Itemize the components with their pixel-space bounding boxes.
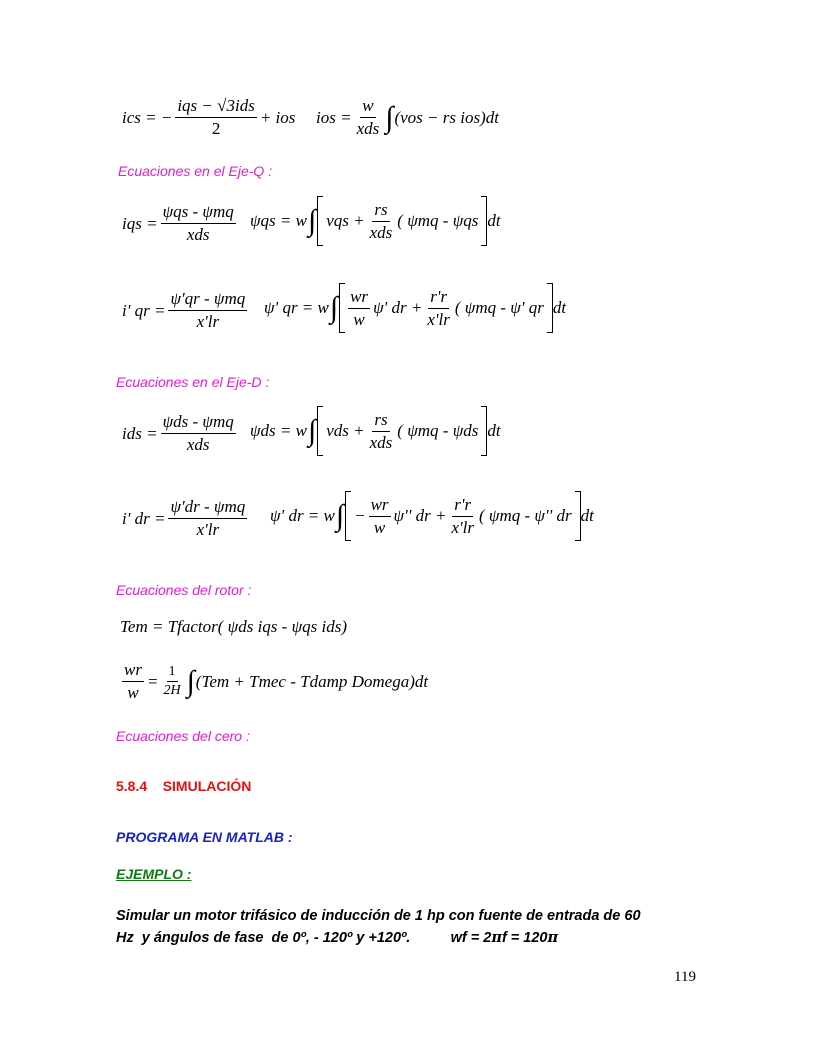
eq-lhs: ψqs = w (250, 211, 307, 230)
eq-lhs: i' qr = (122, 300, 166, 320)
integral-sign: ∫ (308, 204, 317, 237)
eq-lhs: ids = (122, 423, 158, 443)
integral-sign: ∫ (329, 291, 339, 324)
example-heading: EJEMPLO : (116, 866, 192, 882)
denominator: x'lr (451, 517, 474, 537)
eq-post: ( ψmq - ψqs (397, 211, 479, 230)
heading-cero: Ecuaciones del cero : (116, 728, 250, 744)
fraction (175, 96, 256, 139)
eq-dt: dt (552, 298, 567, 317)
fraction (355, 96, 382, 139)
program-heading: PROGRAMA EN MATLAB : (116, 829, 293, 845)
eq-lhs: i' dr = (122, 508, 166, 528)
denominator: xds (356, 119, 380, 138)
fraction (168, 497, 247, 540)
eq-lhs: ios = (316, 107, 352, 127)
equation-wr (122, 660, 428, 703)
equation-psi-dr (270, 491, 594, 541)
eq-post: ( ψmq - ψ'' dr (479, 506, 572, 525)
pi-symbol: π (491, 929, 502, 946)
equation-ios (316, 96, 499, 139)
denominator: x'lr (196, 312, 220, 331)
left-bracket (317, 406, 323, 456)
eq-body: (vos − rs ios)dt (394, 107, 499, 127)
denominator: 2H (163, 683, 181, 698)
numerator: ψ'dr - ψmq (168, 497, 247, 519)
integral-sign: ∫ (385, 100, 394, 134)
left-bracket (345, 491, 351, 541)
numerator: rs (372, 200, 389, 222)
heading-rotor: Ecuaciones del rotor : (116, 582, 252, 598)
equation-psi-ds (250, 406, 501, 456)
equation-psi-qs (250, 196, 501, 246)
numerator: iqs − √3ids (175, 96, 256, 118)
numerator: wr (348, 287, 370, 309)
fraction (161, 412, 236, 455)
eq-tail: + ios (259, 107, 296, 127)
denominator: x'lr (196, 520, 220, 539)
denominator: w (353, 309, 365, 329)
eq-lhs: ψ' qr = w (264, 298, 329, 317)
fraction (368, 200, 395, 243)
denominator: w (373, 517, 386, 537)
numerator: wr (122, 660, 144, 682)
fraction (368, 410, 395, 453)
eq-minus: − (354, 506, 366, 525)
eq-dt: dt (487, 211, 501, 230)
fraction (161, 664, 182, 699)
denominator: w (127, 683, 139, 702)
numerator: r'r (428, 287, 449, 309)
fraction (161, 202, 236, 245)
left-bracket (339, 283, 345, 333)
eq-equals: = (146, 671, 159, 691)
equation-iqr (122, 289, 250, 332)
page-number: 119 (674, 969, 696, 985)
fraction (168, 289, 247, 332)
denominator: xds (369, 432, 393, 452)
numerator: wr (369, 495, 391, 517)
eq-lhs: ψ' dr = w (270, 506, 335, 525)
equation-ids (122, 412, 239, 455)
numerator: ψqs - ψmq (161, 202, 236, 224)
integral-sign: ∫ (335, 499, 345, 532)
statement-mid: f = 120 (501, 930, 548, 946)
integral-sign: ∫ (186, 664, 195, 698)
denominator: xds (186, 435, 210, 454)
eq-pre: vds + (326, 421, 365, 440)
equation-idr (122, 497, 250, 540)
equation-iqs (122, 202, 239, 245)
eq-mid: ψ' dr + (373, 298, 423, 317)
fraction (369, 495, 391, 538)
fraction (348, 287, 370, 330)
eq-lhs: ψds = w (250, 421, 307, 440)
equation-ics (122, 96, 295, 139)
fraction (449, 495, 476, 538)
eq-dt: dt (580, 506, 594, 525)
eq-pre: vqs + (326, 211, 365, 230)
equation-tem: Tem = Tfactor( ψds iqs - ψqs ids) (120, 617, 348, 636)
denominator: xds (369, 222, 393, 242)
eq-lhs: iqs = (122, 213, 158, 233)
integral-sign: ∫ (308, 414, 317, 447)
equation-psi-qr (264, 283, 566, 333)
denominator: x'lr (427, 309, 450, 329)
eq-dt: dt (487, 421, 501, 440)
problem-statement (116, 906, 736, 949)
statement-line-1: Simular un motor trifásico de inducción de 1 hp con fuente de entrada de 60 (116, 908, 641, 924)
eq-body: (Tem + Tmec - Tdamp Domega)dt (195, 671, 429, 691)
left-bracket (317, 196, 323, 246)
numerator: rs (372, 410, 389, 432)
denominator: xds (186, 225, 210, 244)
numerator: ψds - ψmq (161, 412, 236, 434)
statement-line-2 (116, 927, 736, 949)
section-title: 5.8.4 SIMULACIÓN (116, 778, 252, 794)
heading-eje-q: Ecuaciones en el Eje-Q : (118, 163, 273, 179)
numerator: ψ'qr - ψmq (168, 289, 247, 311)
eq-post: ( ψmq - ψds (397, 421, 479, 440)
eq-mid: ψ'' dr + (393, 506, 447, 525)
heading-eje-d: Ecuaciones en el Eje-D : (116, 374, 270, 390)
statement-line-2-text: Hz y ángulos de fase de 0º, - 120º y +120º. wf = 2 (116, 930, 492, 946)
numerator: r'r (452, 495, 473, 517)
pi-symbol: π (547, 929, 559, 946)
eq-post: ( ψmq - ψ' qr (454, 298, 544, 317)
fraction (425, 287, 452, 330)
numerator: w (360, 96, 375, 118)
fraction (122, 660, 144, 703)
denominator: 2 (211, 119, 221, 138)
numerator: 1 (167, 664, 178, 682)
eq-lhs: ics = − (122, 107, 173, 127)
